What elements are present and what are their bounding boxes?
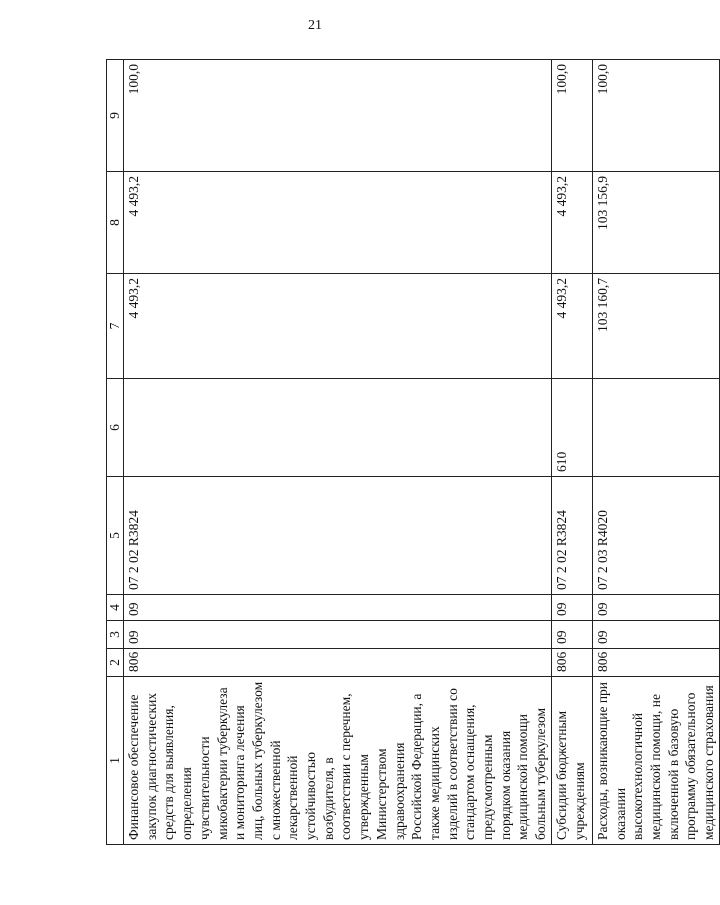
cell-percent: 100,0 xyxy=(592,60,719,172)
cell-target-article: 07 2 03 R4020 xyxy=(592,477,719,595)
row-name: Финансовое обеспечение закупок диагностических средств для выявления, определения чувствительности микобактерии туберкулеза и мониторинга лечения лиц, больных туберкулезом с множественной лекарственной устойчивостью возбудителя, в соответствии с перечнем, утвержденным Министерством здравоохранения Российской Федерации, а также медицинских изделий в соответствии со стандартом оснащения, предусмотренным порядком оказания медицинской помощи больным туберкулезом xyxy=(124,677,552,845)
header-cell-8: 8 xyxy=(107,172,124,274)
cell-planned: 103 160,7 xyxy=(592,274,719,379)
header-cell-2: 2 xyxy=(107,649,124,677)
cell-subsection: 09 xyxy=(124,595,552,621)
cell-ministry-code: 806 xyxy=(592,649,719,677)
header-cell-5: 5 xyxy=(107,477,124,595)
cell-expense-type xyxy=(124,379,552,477)
header-row xyxy=(107,60,124,845)
cell-target-article: 07 2 02 R3824 xyxy=(551,477,592,595)
cell-executed: 4 493,2 xyxy=(124,172,552,274)
header-cell-6: 6 xyxy=(107,379,124,477)
cell-percent: 100,0 xyxy=(124,60,552,172)
cell-subsection: 09 xyxy=(551,595,592,621)
table-row xyxy=(551,60,592,845)
cell-executed: 4 493,2 xyxy=(551,172,592,274)
row-name: Расходы, возникающие при оказании высокотехнологичной медицинской помощи, не включенной в базовую программу обязательного медицинского страхования xyxy=(592,677,719,845)
cell-subsection: 09 xyxy=(592,595,719,621)
header-cell-7: 7 xyxy=(107,274,124,379)
header-cell-1: 1 xyxy=(107,677,124,845)
cell-section: 09 xyxy=(551,621,592,649)
cell-ministry-code: 806 xyxy=(124,649,552,677)
cell-target-article: 07 2 02 R3824 xyxy=(124,477,552,595)
table-container xyxy=(106,60,717,845)
table-row xyxy=(592,60,719,845)
cell-section: 09 xyxy=(124,621,552,649)
cell-percent: 100,0 xyxy=(551,60,592,172)
cell-planned: 4 493,2 xyxy=(551,274,592,379)
cell-planned: 4 493,2 xyxy=(124,274,552,379)
cell-executed: 103 156,9 xyxy=(592,172,719,274)
header-cell-3: 3 xyxy=(107,621,124,649)
budget-table xyxy=(106,59,720,845)
cell-ministry-code: 806 xyxy=(551,649,592,677)
header-cell-4: 4 xyxy=(107,595,124,621)
row-name: Субсидии бюджетным учреждениям xyxy=(551,677,592,845)
cell-expense-type xyxy=(592,379,719,477)
table-row xyxy=(124,60,552,845)
header-cell-9: 9 xyxy=(107,60,124,172)
rotated-table-wrapper xyxy=(106,60,717,845)
page-number: 21 xyxy=(308,18,322,33)
cell-section: 09 xyxy=(592,621,719,649)
cell-expense-type: 610 xyxy=(551,379,592,477)
